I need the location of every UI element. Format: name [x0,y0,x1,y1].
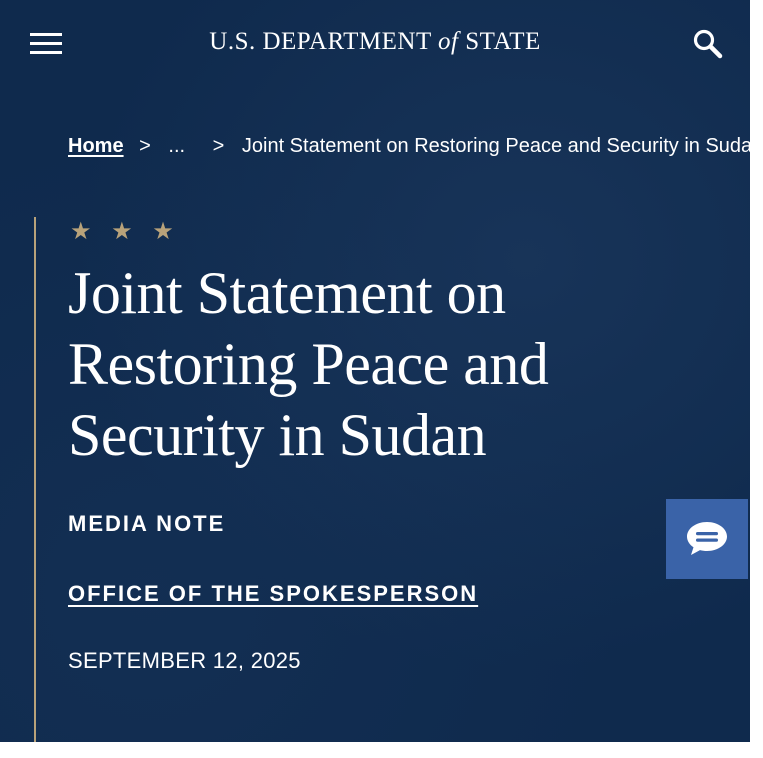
logo-text-department: U.S. DEPARTMENT [209,28,432,55]
page-content-start [0,742,750,758]
stars-decoration: ★ ★ ★ [70,217,180,245]
breadcrumb-ellipsis[interactable]: ... [168,135,186,157]
site-logo[interactable] [0,28,750,56]
breadcrumb-current-page: Joint Statement on Restoring Peace and Security in Sudan [241,135,763,157]
office-link[interactable]: OFFICE OF THE SPOKESPERSON [68,581,479,606]
accent-divider [34,217,36,742]
search-icon-graphic [692,28,724,60]
logo-text-state: STATE [465,28,541,55]
breadcrumb-separator: > [139,135,151,157]
publish-date: SEPTEMBER 12, 2025 [68,648,301,673]
search-icon[interactable] [692,28,724,60]
logo-text-of: of [438,28,459,55]
breadcrumb [68,135,763,158]
content-type-label: MEDIA NOTE [68,511,226,536]
breadcrumb-home-link[interactable]: Home [68,135,124,157]
chat-button[interactable] [666,499,748,579]
page-title: Joint Statement on Restoring Peace and Security in Sudan [68,260,549,468]
chat-bubble-icon [685,519,729,559]
breadcrumb-separator: > [212,135,225,157]
